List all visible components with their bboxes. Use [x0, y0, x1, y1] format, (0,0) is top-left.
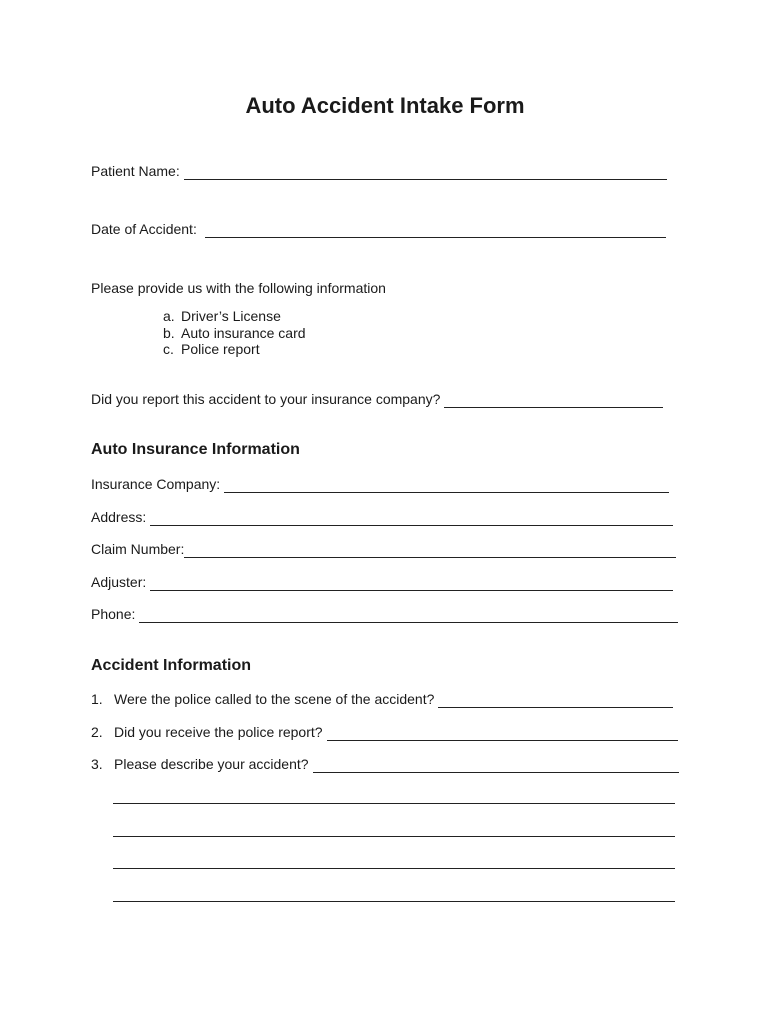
accident-question-row: [91, 755, 679, 773]
list-marker: b.: [163, 324, 175, 341]
accident-description-field[interactable]: [313, 758, 679, 773]
question-text: Were the police called to the scene of the accident?: [114, 691, 435, 707]
accident-question-row: [91, 723, 678, 741]
phone-label: Phone:: [91, 606, 136, 622]
date-of-accident-field[interactable]: [205, 223, 666, 238]
report-question-field[interactable]: [444, 393, 663, 408]
date-of-accident-row: [91, 220, 666, 238]
adjuster-field[interactable]: [150, 576, 673, 591]
insurance-company-row: [91, 475, 669, 493]
adjuster-label: Adjuster:: [91, 574, 147, 590]
patient-name-field[interactable]: [184, 165, 667, 180]
question-text: Please describe your accident?: [114, 756, 309, 772]
insurance-heading: Auto Insurance Information: [91, 441, 300, 458]
adjuster-row: [91, 573, 673, 591]
accident-heading: Accident Information: [91, 657, 252, 674]
list-item-text: Police report: [181, 341, 260, 357]
description-line[interactable]: [113, 868, 675, 869]
claim-number-field[interactable]: [184, 543, 676, 558]
phone-row: [91, 605, 678, 623]
phone-field[interactable]: [139, 608, 678, 623]
description-line[interactable]: [113, 803, 675, 804]
accident-question-row: [91, 690, 673, 708]
patient-name-label: Patient Name:: [91, 163, 180, 179]
list-item: [163, 325, 306, 342]
patient-name-row: [91, 162, 667, 180]
police-called-field[interactable]: [438, 693, 673, 708]
list-marker: a.: [163, 308, 175, 324]
address-label: Address:: [91, 509, 147, 525]
address-row: [91, 508, 673, 526]
claim-number-label: Claim Number:: [91, 541, 185, 557]
insurance-company-label: Insurance Company:: [91, 476, 221, 492]
question-number: 1.: [91, 691, 103, 707]
list-item-text: Auto insurance card: [181, 324, 306, 341]
list-item: [163, 308, 306, 325]
list-item: [163, 341, 306, 358]
intro-text: Please provide us with the following information: [91, 280, 386, 296]
report-question-row: [91, 390, 663, 408]
insurance-company-field[interactable]: [224, 478, 669, 493]
list-item-text: Driver’s License: [181, 308, 281, 324]
page-title: Auto Accident Intake Form: [245, 93, 525, 118]
question-number: 2.: [91, 724, 103, 740]
address-field[interactable]: [150, 511, 673, 526]
list-marker: c.: [163, 341, 174, 357]
report-question-label: Did you report this accident to your insurance company?: [91, 391, 441, 407]
required-items-list: [163, 308, 306, 358]
date-of-accident-label: Date of Accident:: [91, 221, 197, 237]
question-number: 3.: [91, 756, 103, 772]
description-line[interactable]: [113, 901, 675, 902]
claim-number-row: [91, 540, 676, 558]
police-report-field[interactable]: [327, 726, 678, 741]
description-line[interactable]: [113, 836, 675, 837]
question-text: Did you receive the police report?: [114, 724, 323, 740]
